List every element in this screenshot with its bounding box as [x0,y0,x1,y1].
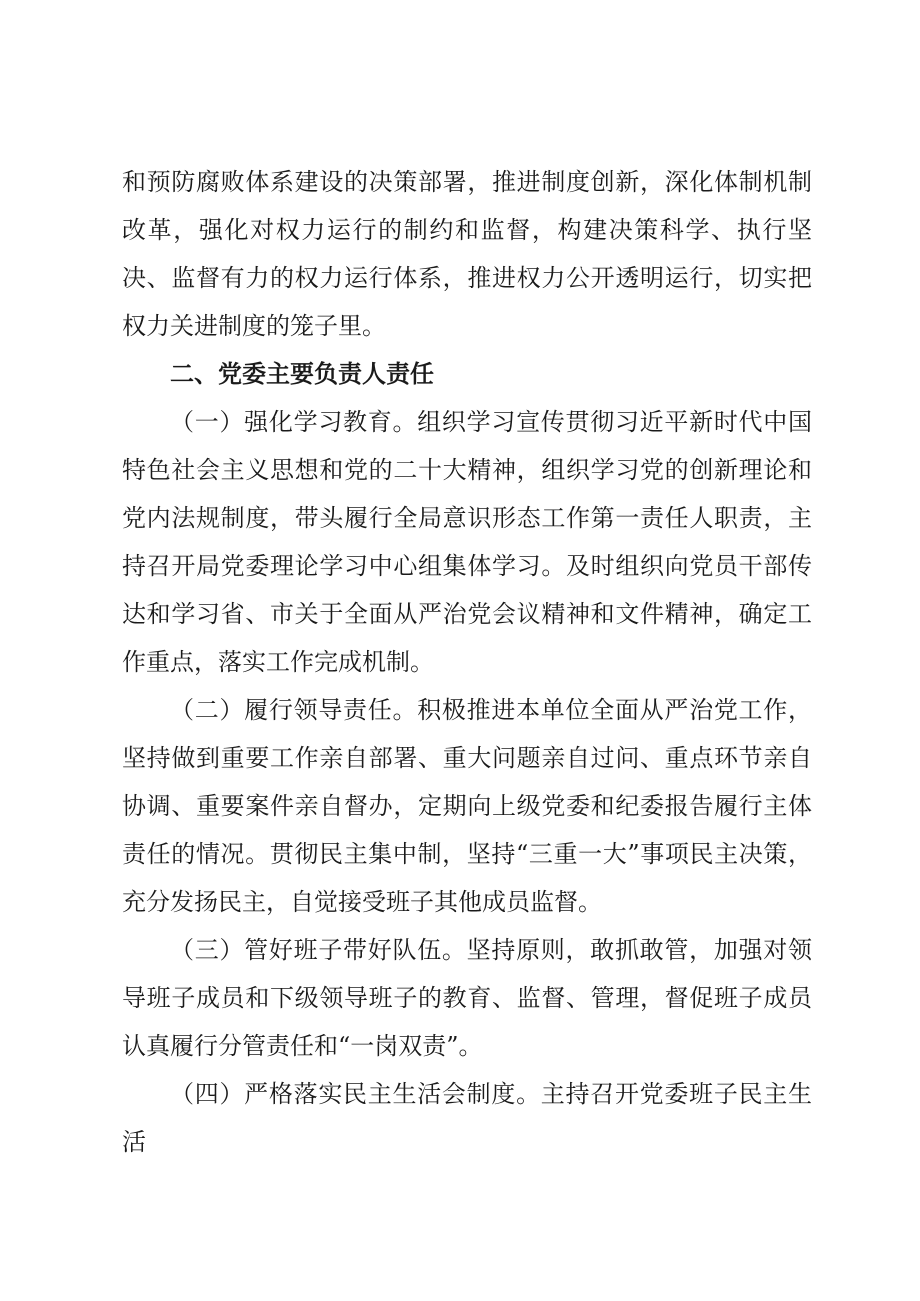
document-body [122,158,812,1166]
paragraph-leadership-responsibility: （二）履行领导责任。积极推进本单位全面从严治党工作，坚持做到重要工作亲自部署、重大问题亲自过问、重点环节亲自协调、重要案件亲自督办，定期向上级党委和纪委报告履行主体责任的情况。贯彻民主集中制，坚持“三重一大”事项民主决策，充分发扬民主，自觉接受班子其他成员监督。 [122,696,812,916]
section-heading: 二、党委主要负责人责任 [170,360,434,388]
paragraph-study-education: （一）强化学习教育。组织学习宣传贯彻习近平新时代中国特色社会主义思想和党的二十大精神，组织学习党的创新理论和党内法规制度，带头履行全局意识形态工作第一责任人职责，主持召开局党委理论学习中心组集体学习。及时组织向党员干部传达和学习省、市关于全面从严治党会议精神和文件精神，确定工作重点，落实工作完成机制。 [122,408,812,676]
paragraph-team-management: （三）管好班子带好队伍。坚持原则，敢抓敢管，加强对领导班子成员和下级领导班子的教育、监督、管理，督促班子成员认真履行分管责任和“一岗双责”。 [122,936,812,1060]
paragraph-democratic-life-meeting: （四）严格落实民主生活会制度。主持召开党委班子民主生活 [122,1080,812,1156]
paragraph-continuation: 和预防腐败体系建设的决策部署，推进制度创新，深化体制机制改革，强化对权力运行的制约和监督，构建决策科学、执行坚决、监督有力的权力运行体系，推进权力公开透明运行，切实把权力关进制度的笼子里。 [122,168,812,340]
